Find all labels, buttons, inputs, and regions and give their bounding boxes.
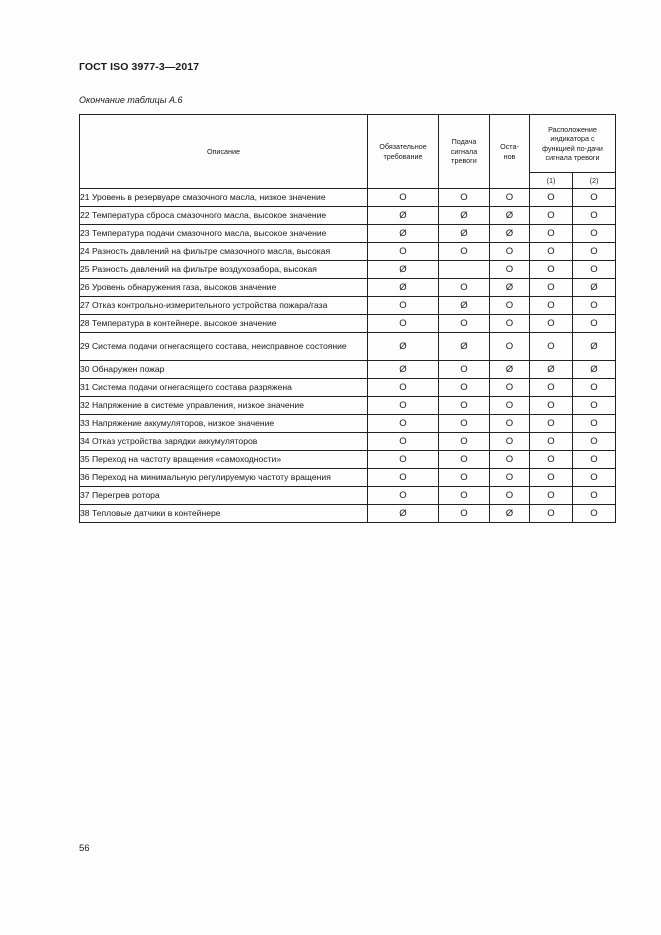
- shutdown-cell: O: [490, 379, 530, 397]
- table-caption: Окончание таблицы А.6: [79, 95, 183, 105]
- alarm-cell: O: [439, 361, 490, 379]
- table-row: [80, 189, 616, 207]
- row-description: 34 Отказ устройства зарядки аккумуляторов: [80, 433, 368, 451]
- shutdown-cell: Ø: [490, 505, 530, 523]
- alarm-cell: O: [439, 487, 490, 505]
- alarm-cell: Ø: [439, 207, 490, 225]
- indicator-1-cell: O: [530, 397, 573, 415]
- indicator-1-cell: O: [530, 487, 573, 505]
- indicator-2-cell: O: [573, 207, 616, 225]
- header-indicator: Расположение индикатора с функцией по-дачи сигнала тревоги: [530, 115, 616, 173]
- alarm-table: [79, 114, 616, 523]
- shutdown-cell: O: [490, 469, 530, 487]
- table-row: [80, 469, 616, 487]
- indicator-2-cell: O: [573, 315, 616, 333]
- indicator-1-cell: O: [530, 189, 573, 207]
- indicator-1-cell: O: [530, 379, 573, 397]
- row-description: 36 Переход на минимальную регулируемую частоту вращения: [80, 469, 368, 487]
- mandatory-cell: Ø: [368, 207, 439, 225]
- row-description: 30 Обнаружен пожар: [80, 361, 368, 379]
- indicator-2-cell: O: [573, 397, 616, 415]
- indicator-1-cell: O: [530, 297, 573, 315]
- indicator-2-cell: O: [573, 225, 616, 243]
- table-row: [80, 333, 616, 361]
- table-row: [80, 361, 616, 379]
- shutdown-cell: O: [490, 261, 530, 279]
- shutdown-cell: O: [490, 433, 530, 451]
- shutdown-cell: Ø: [490, 361, 530, 379]
- indicator-2-cell: Ø: [573, 333, 616, 361]
- indicator-1-cell: O: [530, 505, 573, 523]
- mandatory-cell: O: [368, 433, 439, 451]
- alarm-cell: O: [439, 189, 490, 207]
- row-description: 23 Температура подачи смазочного масла, высокое значение: [80, 225, 368, 243]
- indicator-2-cell: Ø: [573, 361, 616, 379]
- shutdown-cell: O: [490, 297, 530, 315]
- table-row: [80, 207, 616, 225]
- alarm-cell: Ø: [439, 333, 490, 361]
- indicator-1-cell: O: [530, 207, 573, 225]
- row-description: 28 Температура в контейнере. высокое значение: [80, 315, 368, 333]
- mandatory-cell: O: [368, 469, 439, 487]
- shutdown-cell: O: [490, 487, 530, 505]
- shutdown-cell: Ø: [490, 207, 530, 225]
- table-row: [80, 261, 616, 279]
- row-description: 26 Уровень обнаружения газа, высоков значение: [80, 279, 368, 297]
- mandatory-cell: O: [368, 415, 439, 433]
- row-description: 21 Уровень в резервуаре смазочного масла, низкое значение: [80, 189, 368, 207]
- indicator-2-cell: O: [573, 189, 616, 207]
- table-row: [80, 415, 616, 433]
- header-alarm: Подача сигнала тревоги: [439, 115, 490, 189]
- table-row: [80, 315, 616, 333]
- alarm-cell: O: [439, 505, 490, 523]
- indicator-2-cell: O: [573, 433, 616, 451]
- mandatory-cell: Ø: [368, 279, 439, 297]
- shutdown-cell: O: [490, 189, 530, 207]
- alarm-cell: O: [439, 379, 490, 397]
- mandatory-cell: O: [368, 379, 439, 397]
- shutdown-cell: O: [490, 451, 530, 469]
- header-description: Описание: [80, 115, 368, 189]
- table-row: [80, 243, 616, 261]
- header-mandatory: Обязательное требование: [368, 115, 439, 189]
- row-description: 37 Перегрев ротора: [80, 487, 368, 505]
- indicator-1-cell: Ø: [530, 361, 573, 379]
- row-description: 33 Напряжение аккумуляторов, низкое значение: [80, 415, 368, 433]
- indicator-1-cell: O: [530, 433, 573, 451]
- row-description: 35 Переход на частоту вращения «самоходности»: [80, 451, 368, 469]
- indicator-2-cell: O: [573, 297, 616, 315]
- indicator-1-cell: O: [530, 415, 573, 433]
- indicator-1-cell: O: [530, 315, 573, 333]
- mandatory-cell: O: [368, 451, 439, 469]
- document-header: ГОСТ ISO 3977-3—2017: [79, 61, 200, 73]
- alarm-cell: [439, 261, 490, 279]
- mandatory-cell: O: [368, 315, 439, 333]
- mandatory-cell: O: [368, 243, 439, 261]
- alarm-cell: O: [439, 451, 490, 469]
- row-description: 31 Система подачи огнегасящего состава разряжена: [80, 379, 368, 397]
- table-row: [80, 279, 616, 297]
- indicator-1-cell: O: [530, 451, 573, 469]
- shutdown-cell: O: [490, 243, 530, 261]
- indicator-2-cell: Ø: [573, 279, 616, 297]
- shutdown-cell: O: [490, 333, 530, 361]
- table-row: [80, 297, 616, 315]
- row-description: 27 Отказ контрольно-измерительного устройства пожара/газа: [80, 297, 368, 315]
- table-row: [80, 451, 616, 469]
- table-row: [80, 379, 616, 397]
- indicator-2-cell: O: [573, 487, 616, 505]
- shutdown-cell: Ø: [490, 225, 530, 243]
- shutdown-cell: O: [490, 315, 530, 333]
- mandatory-cell: O: [368, 487, 439, 505]
- table-row: [80, 397, 616, 415]
- indicator-1-cell: O: [530, 469, 573, 487]
- mandatory-cell: O: [368, 189, 439, 207]
- alarm-cell: O: [439, 315, 490, 333]
- alarm-cell: Ø: [439, 297, 490, 315]
- indicator-1-cell: O: [530, 261, 573, 279]
- mandatory-cell: Ø: [368, 361, 439, 379]
- alarm-cell: O: [439, 279, 490, 297]
- alarm-cell: Ø: [439, 225, 490, 243]
- row-description: 22 Температура сброса смазочного масла, высокое значение: [80, 207, 368, 225]
- alarm-cell: O: [439, 397, 490, 415]
- table-row: [80, 225, 616, 243]
- mandatory-cell: Ø: [368, 225, 439, 243]
- indicator-1-cell: O: [530, 333, 573, 361]
- alarm-cell: O: [439, 433, 490, 451]
- alarm-cell: O: [439, 415, 490, 433]
- mandatory-cell: Ø: [368, 505, 439, 523]
- indicator-1-cell: O: [530, 225, 573, 243]
- indicator-2-cell: O: [573, 243, 616, 261]
- row-description: 32 Напряжение в системе управления, низкое значение: [80, 397, 368, 415]
- table-row: [80, 487, 616, 505]
- indicator-1-cell: O: [530, 279, 573, 297]
- mandatory-cell: O: [368, 297, 439, 315]
- table-row: [80, 505, 616, 523]
- shutdown-cell: O: [490, 415, 530, 433]
- mandatory-cell: Ø: [368, 261, 439, 279]
- indicator-2-cell: O: [573, 451, 616, 469]
- indicator-2-cell: O: [573, 469, 616, 487]
- alarm-cell: O: [439, 469, 490, 487]
- mandatory-cell: O: [368, 397, 439, 415]
- indicator-2-cell: O: [573, 415, 616, 433]
- indicator-2-cell: O: [573, 379, 616, 397]
- alarm-cell: O: [439, 243, 490, 261]
- header-sub-1: (1): [530, 173, 573, 189]
- row-description: 24 Разность давлений на фильтре смазочного масла, высокая: [80, 243, 368, 261]
- indicator-1-cell: O: [530, 243, 573, 261]
- row-description: 25 Разность давлений на фильтре воздухозабора, высокая: [80, 261, 368, 279]
- shutdown-cell: O: [490, 397, 530, 415]
- table-row: [80, 433, 616, 451]
- shutdown-cell: Ø: [490, 279, 530, 297]
- row-description: 29 Система подачи огнегасящего состава, неисправное состояние: [80, 333, 368, 361]
- header-sub-2: (2): [573, 173, 616, 189]
- page-number: 56: [79, 843, 90, 854]
- indicator-2-cell: O: [573, 505, 616, 523]
- indicator-2-cell: O: [573, 261, 616, 279]
- mandatory-cell: Ø: [368, 333, 439, 361]
- row-description: 38 Тепловые датчики в контейнере: [80, 505, 368, 523]
- header-shutdown: Оста-нов: [490, 115, 530, 189]
